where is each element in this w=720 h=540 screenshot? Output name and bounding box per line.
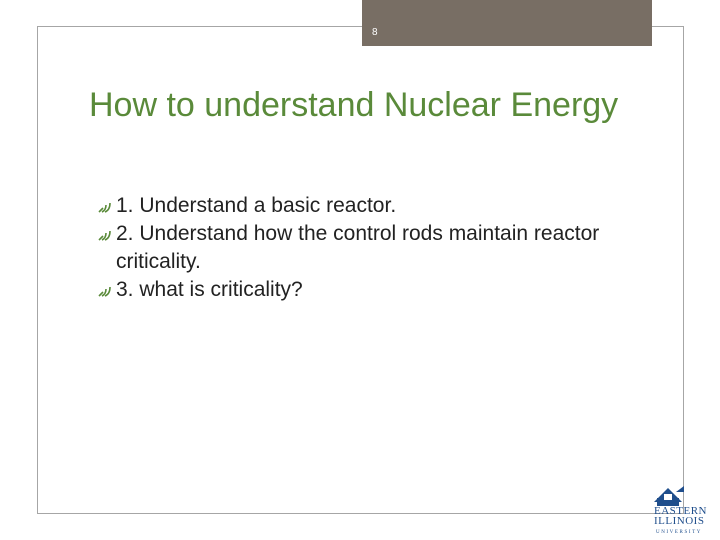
bullet-list (95, 192, 655, 304)
bullet-item (95, 220, 655, 276)
bullet-text: 1. Understand a basic reactor. (116, 194, 397, 217)
signal-wave-icon (97, 200, 113, 214)
slide-number: 8 (372, 27, 378, 38)
bullet-item (95, 192, 655, 220)
building-icon (654, 486, 684, 506)
bullet-item (95, 276, 655, 304)
bullet-text: 2. Understand how the control rods maintain reactor criticality. (116, 222, 600, 273)
bullet-text: 3. what is criticality? (116, 278, 303, 301)
signal-wave-icon (97, 228, 113, 242)
slide-title: How to understand Nuclear Energy (89, 86, 619, 124)
logo-subtitle: UNIVERSITY (656, 530, 702, 535)
logo-wordmark: EASTERN ILLINOIS (654, 505, 707, 527)
slide-number-tab (362, 0, 652, 46)
signal-wave-icon (97, 284, 113, 298)
